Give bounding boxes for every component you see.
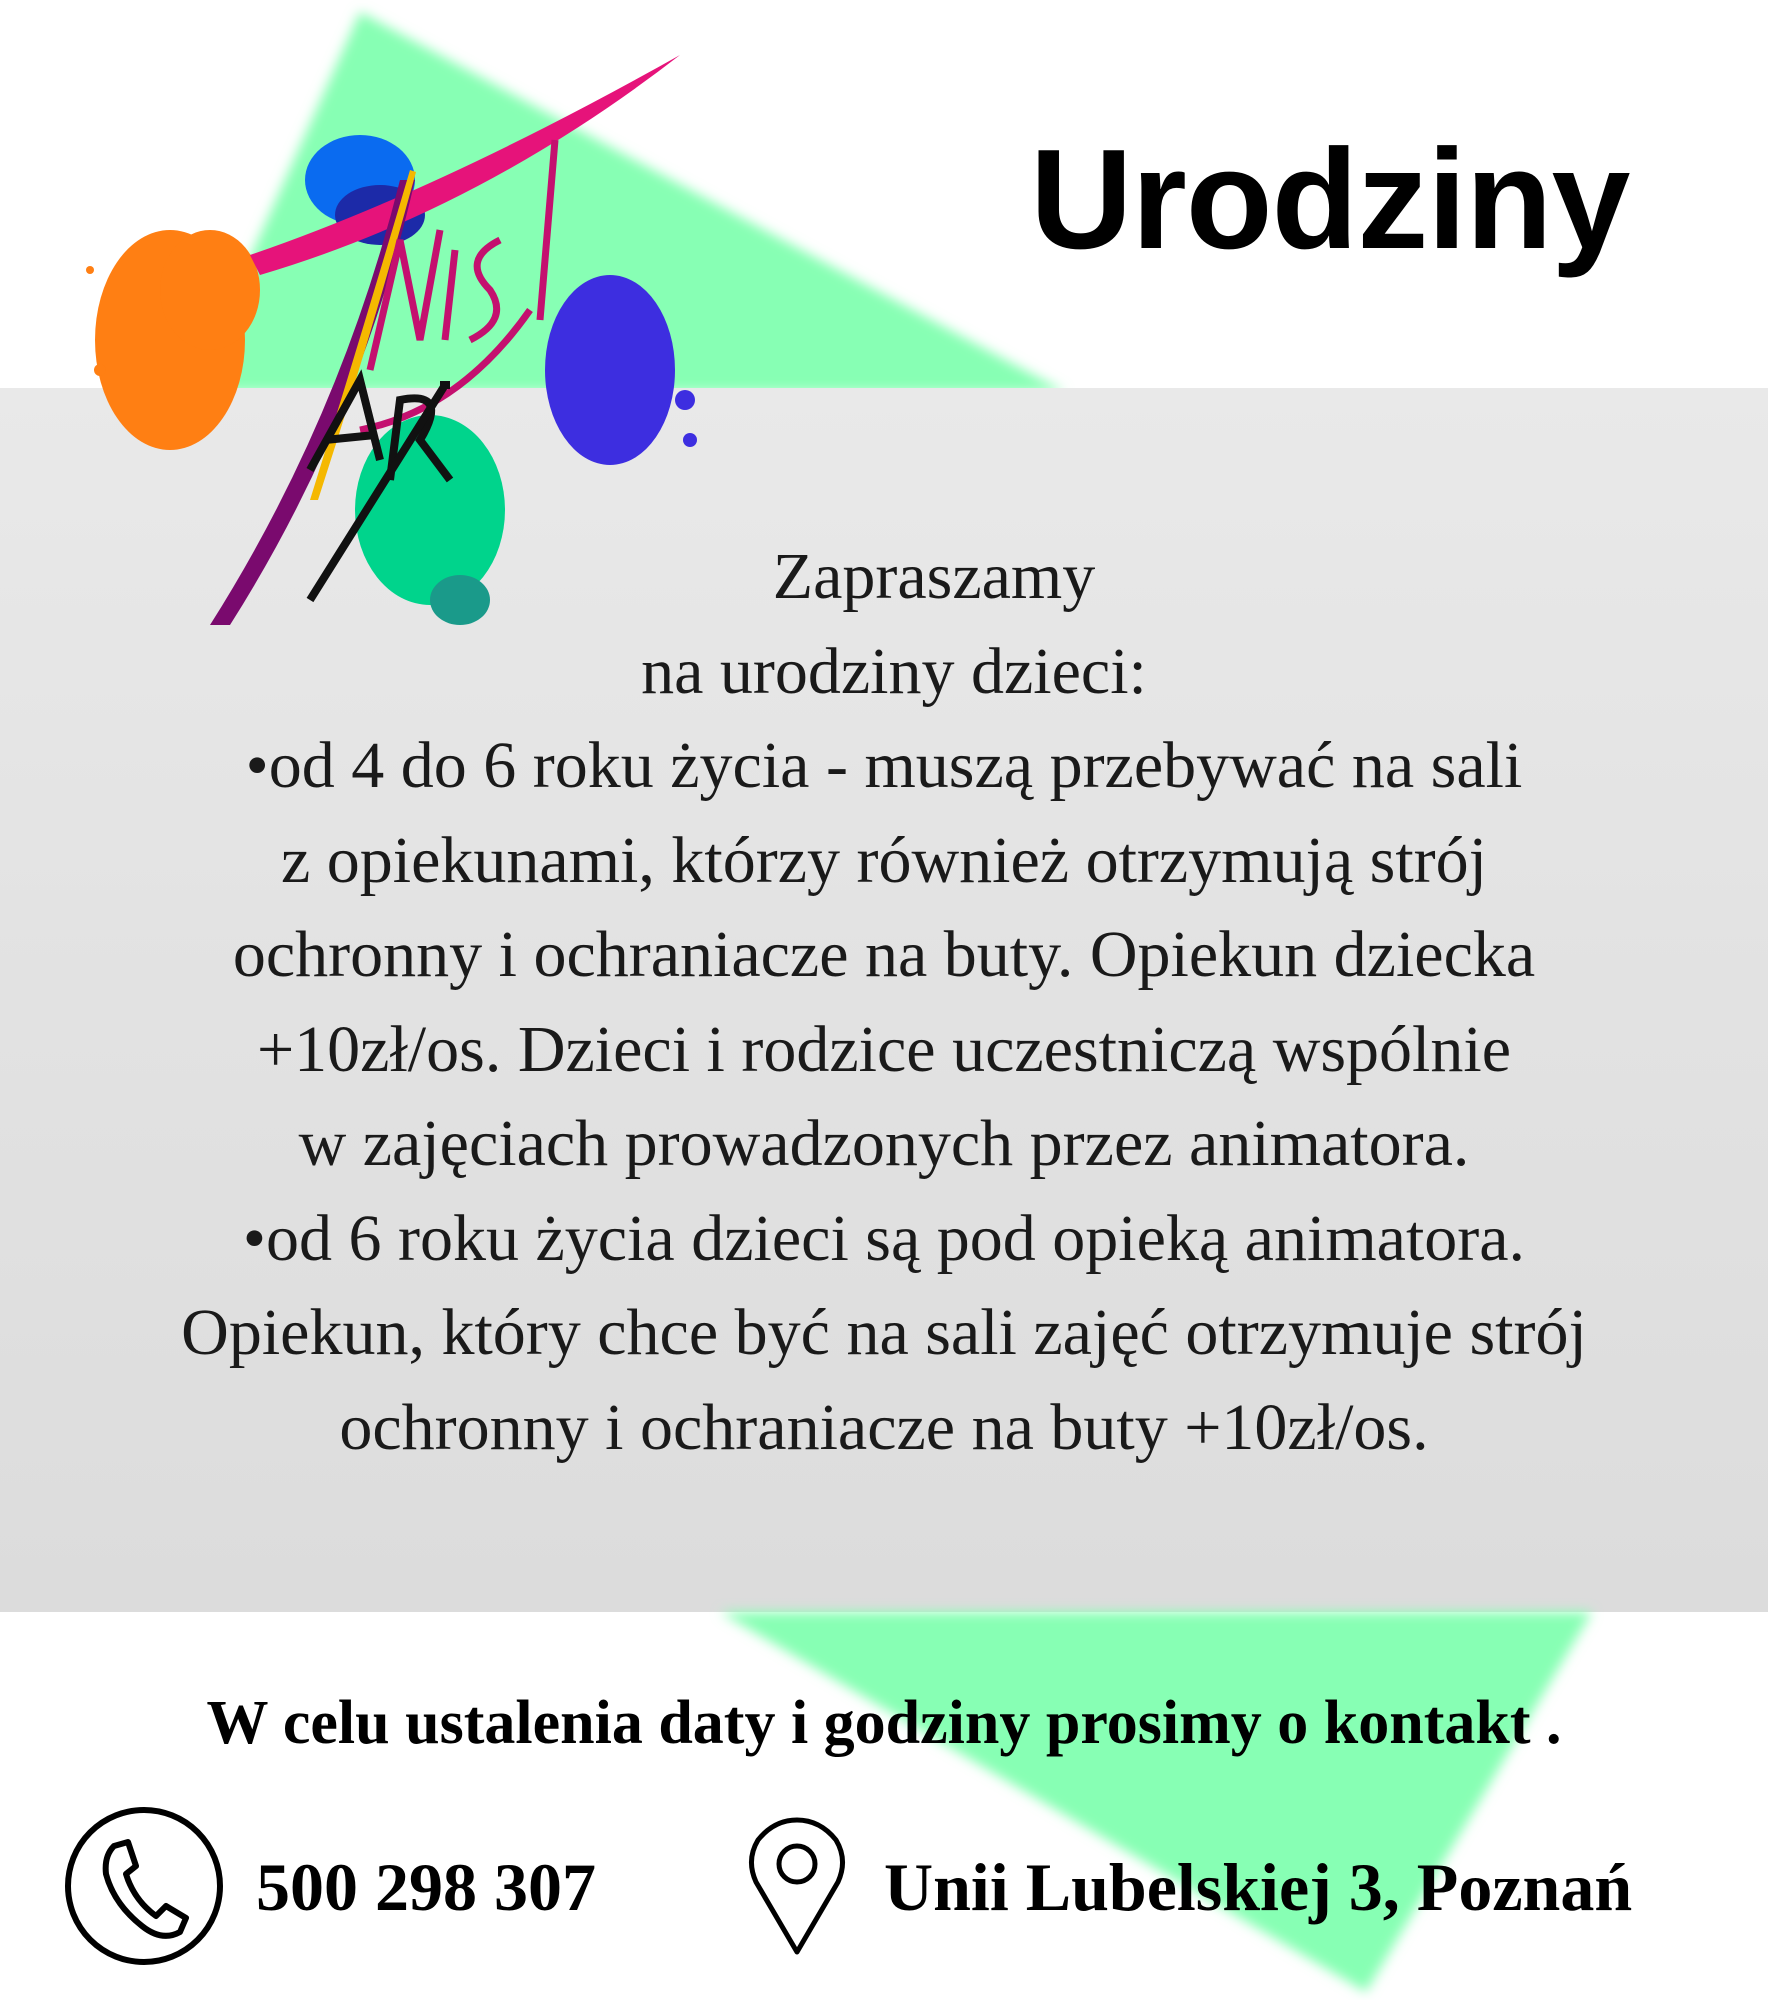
paint-splash-orange: [86, 230, 260, 450]
text-line: na urodziny dzieci:: [641, 634, 1147, 708]
invitation-text: [0, 530, 1768, 1475]
text-line: •od 4 do 6 roku życia - muszą przebywać na sali: [245, 729, 1523, 802]
contact-prompt: W celu ustalenia daty i godziny prosimy o kontakt .: [206, 1689, 1562, 1757]
phone-number[interactable]: 500 298 307: [256, 1849, 596, 1925]
location-pin-icon: [744, 1816, 850, 1956]
text-line: ochronny i ochraniacze na buty. Opiekun dziecka: [232, 918, 1536, 991]
address: Unii Lubelskiej 3, Poznań: [884, 1849, 1633, 1925]
paint-splash-violet: [545, 275, 697, 465]
text-line: Opiekun, który chce być na sali zajęć otrzymuje strój: [181, 1296, 1587, 1369]
text-line: w zajęciach prowadzonych przez animatora.: [298, 1107, 1470, 1180]
text-line: +10zł/os. Dzieci i rodzice uczestniczą wspólnie: [256, 1012, 1512, 1086]
text-line: Zapraszamy: [772, 540, 1096, 613]
text-line: •od 6 roku życia dzieci są pod opieką animatora.: [242, 1201, 1526, 1275]
text-line: z opiekunami, którzy również otrzymują strój: [281, 823, 1487, 897]
page-title: Urodziny: [1030, 120, 1630, 279]
phone-icon[interactable]: [62, 1804, 226, 1968]
text-line: ochronny i ochraniacze na buty +10zł/os.: [339, 1390, 1429, 1464]
